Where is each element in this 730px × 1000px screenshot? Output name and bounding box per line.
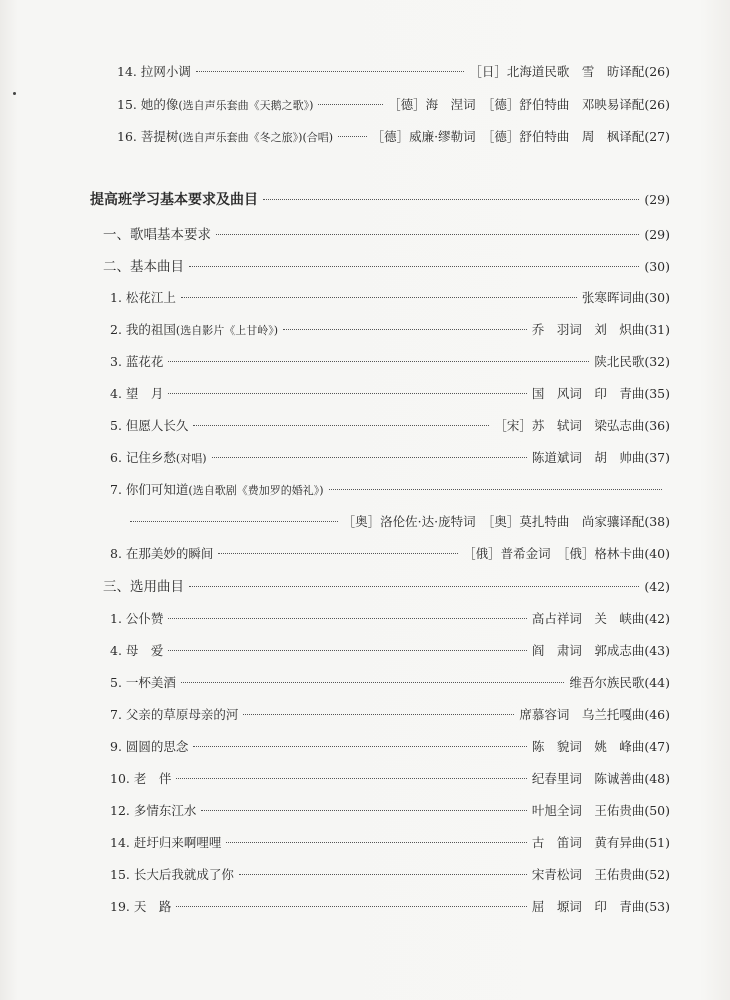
toc-entry[interactable] [117,63,670,81]
entry-title: 5. 但愿人长久 [110,418,189,433]
entry-note: (对唱) [175,452,207,465]
entry-credit: 陈 貌词 姚 峰曲 [531,739,645,754]
entry-credit: 高占祥词 关 峡曲 [531,611,645,626]
section-heading[interactable] [103,226,670,244]
toc-entry[interactable] [110,353,670,371]
entry-page: (30) [644,290,670,305]
entry-title: 8. 在那美妙的瞬间 [110,546,214,561]
entry-title: 7. 你们可知道(选自歌剧《费加罗的婚礼》) [110,482,324,497]
entry-title: 1. 公仆赞 [110,611,164,626]
dot-leader [283,329,527,330]
toc-entry[interactable] [110,545,670,563]
entry-page: (27) [644,129,670,144]
entry-title: 7. 父亲的草原母亲的河 [110,707,239,722]
entry-title: 16. 菩提树(选自声乐套曲《冬之旅》)(合唱) [117,129,334,144]
entry-page: (29) [644,227,670,242]
entry-page: (35) [644,386,670,401]
entry-page: (47) [644,739,670,754]
entry-page: (40) [644,546,670,561]
entry-credit: ［德］海 涅词 ［德］舒伯特曲 邓映易译配 [388,97,645,112]
entry-credit: 叶旭全词 王佑贵曲 [531,803,645,818]
entry-credit: 席慕容词 乌兰托嘎曲 [519,707,645,722]
dot-leader [189,266,639,267]
entry-page: (46) [644,707,670,722]
entry-title: 19. 天 路 [110,899,172,914]
dot-leader [168,650,526,651]
entry-note: (选自影片《上甘岭》) [175,324,278,337]
entry-credit: 维吾尔族民歌 [569,675,645,690]
dot-leader [212,457,527,458]
toc-entry[interactable] [110,866,670,884]
entry-page: (26) [644,97,670,112]
dot-leader [243,714,514,715]
dot-leader [168,393,526,394]
entry-credit: 宋青松词 王佑贵曲 [531,867,645,882]
entry-page: (36) [644,418,670,433]
dot-leader [318,104,383,105]
dot-leader [176,906,526,907]
toc-entry[interactable] [110,738,670,756]
dot-leader [193,425,489,426]
entry-credit: 乔 羽词 刘 炽曲 [531,322,645,337]
toc-entry[interactable] [110,834,670,852]
dot-leader [181,297,577,298]
toc-entry[interactable] [110,802,670,820]
entry-credit: 屈 塬词 印 青曲 [531,899,645,914]
entry-credit: ［宋］苏 轼词 梁弘志曲 [494,418,645,433]
entry-page: (43) [644,643,670,658]
dot-leader [181,682,564,683]
entry-page: (26) [644,64,670,79]
entry-title: 2. 我的祖国(选自影片《上甘岭》) [110,322,278,337]
entry-title: 10. 老 伴 [110,771,172,786]
entry-page: (32) [644,354,670,369]
toc-entry[interactable] [110,706,670,724]
dot-leader [218,553,458,554]
toc-entry-continued[interactable] [130,513,670,531]
dot-leader [193,746,526,747]
dot-leader [263,199,639,200]
section-title: 三、选用曲目 [103,579,184,595]
entry-credit: ［奥］洛伦佐·达·庞特词 ［奥］莫扎特曲 尚家骧译配 [342,514,645,529]
toc-entry[interactable] [117,96,670,115]
chapter-heading[interactable] [90,191,670,209]
toc-entry[interactable] [110,449,670,468]
dot-leader [130,521,338,522]
entry-credit: ［德］威廉·缪勒词 ［德］舒伯特曲 周 枫译配 [371,129,645,144]
entry-page: (52) [644,867,670,882]
margin-mark [13,92,16,95]
toc-entry[interactable] [110,481,662,500]
entry-page: (42) [644,611,670,626]
section-title: 一、歌唱基本要求 [103,227,211,243]
entry-credit: 陕北民歌 [594,354,645,369]
entry-page: (37) [644,450,670,465]
toc-entry[interactable] [110,610,670,628]
dot-leader [201,810,526,811]
toc-entry[interactable] [110,385,670,403]
section-heading[interactable] [103,578,670,596]
entry-note: (选自歌剧《费加罗的婚礼》) [188,484,324,497]
entry-page: (29) [644,192,670,207]
toc-entry[interactable] [110,898,670,916]
dot-leader [329,489,663,490]
entry-page: (42) [644,579,670,594]
entry-page: (30) [644,259,670,274]
entry-title: 4. 望 月 [110,386,164,401]
entry-credit: 张寒晖词曲 [581,290,645,305]
entry-page: (44) [644,675,670,690]
entry-title: 9. 圆圆的思念 [110,739,189,754]
toc-entry[interactable] [110,321,670,340]
dot-leader [176,778,526,779]
entry-credit: ［俄］普希金词 ［俄］格林卡曲 [463,546,645,561]
entry-page: (51) [644,835,670,850]
entry-title: 14. 赶圩归来啊哩哩 [110,835,222,850]
dot-leader [239,874,527,875]
toc-entry[interactable] [110,289,670,307]
entry-title: 15. 她的像(选自声乐套曲《天鹅之歌》) [117,97,314,112]
entry-credit: 国 风词 印 青曲 [531,386,645,401]
entry-note: (选自声乐套曲《冬之旅》)(合唱) [178,131,334,144]
dot-leader [216,234,639,235]
entry-title: 3. 蓝花花 [110,354,164,369]
entry-title: 5. 一杯美酒 [110,675,176,690]
section-title: 二、基本曲目 [103,259,184,275]
entry-page: (31) [644,322,670,337]
chapter-title: 提高班学习基本要求及曲目 [90,192,258,208]
toc-entry[interactable] [110,674,670,692]
toc-entry[interactable] [110,770,670,788]
dot-leader [226,842,526,843]
entry-title: 12. 多情东江水 [110,803,197,818]
entry-page: (53) [644,899,670,914]
dot-leader [338,136,367,137]
entry-title: 4. 母 爱 [110,643,164,658]
entry-page: (48) [644,771,670,786]
entry-credit: 阎 肃词 郭成志曲 [531,643,645,658]
dot-leader [196,71,464,72]
entry-title: 14. 拉网小调 [117,64,191,79]
entry-title: 6. 记住乡愁(对唱) [110,450,207,465]
entry-credit: 纪春里词 陈诚善曲 [531,771,645,786]
toc-entry[interactable] [117,128,670,147]
entry-credit: ［日］北海道民歌 雪 昉译配 [469,64,645,79]
entry-title: 15. 长大后我就成了你 [110,867,234,882]
entry-title: 1. 松花江上 [110,290,176,305]
toc-entry[interactable] [110,417,670,435]
section-heading[interactable] [103,258,670,276]
entry-note: (选自声乐套曲《天鹅之歌》) [178,99,314,112]
entry-credit: 古 笛词 黄有异曲 [531,835,645,850]
entry-credit: 陈道斌词 胡 帅曲 [531,450,645,465]
dot-leader [189,586,639,587]
entry-page: (50) [644,803,670,818]
entry-page: (38) [644,514,670,529]
dot-leader [168,618,526,619]
dot-leader [168,361,589,362]
toc-entry[interactable] [110,642,670,660]
